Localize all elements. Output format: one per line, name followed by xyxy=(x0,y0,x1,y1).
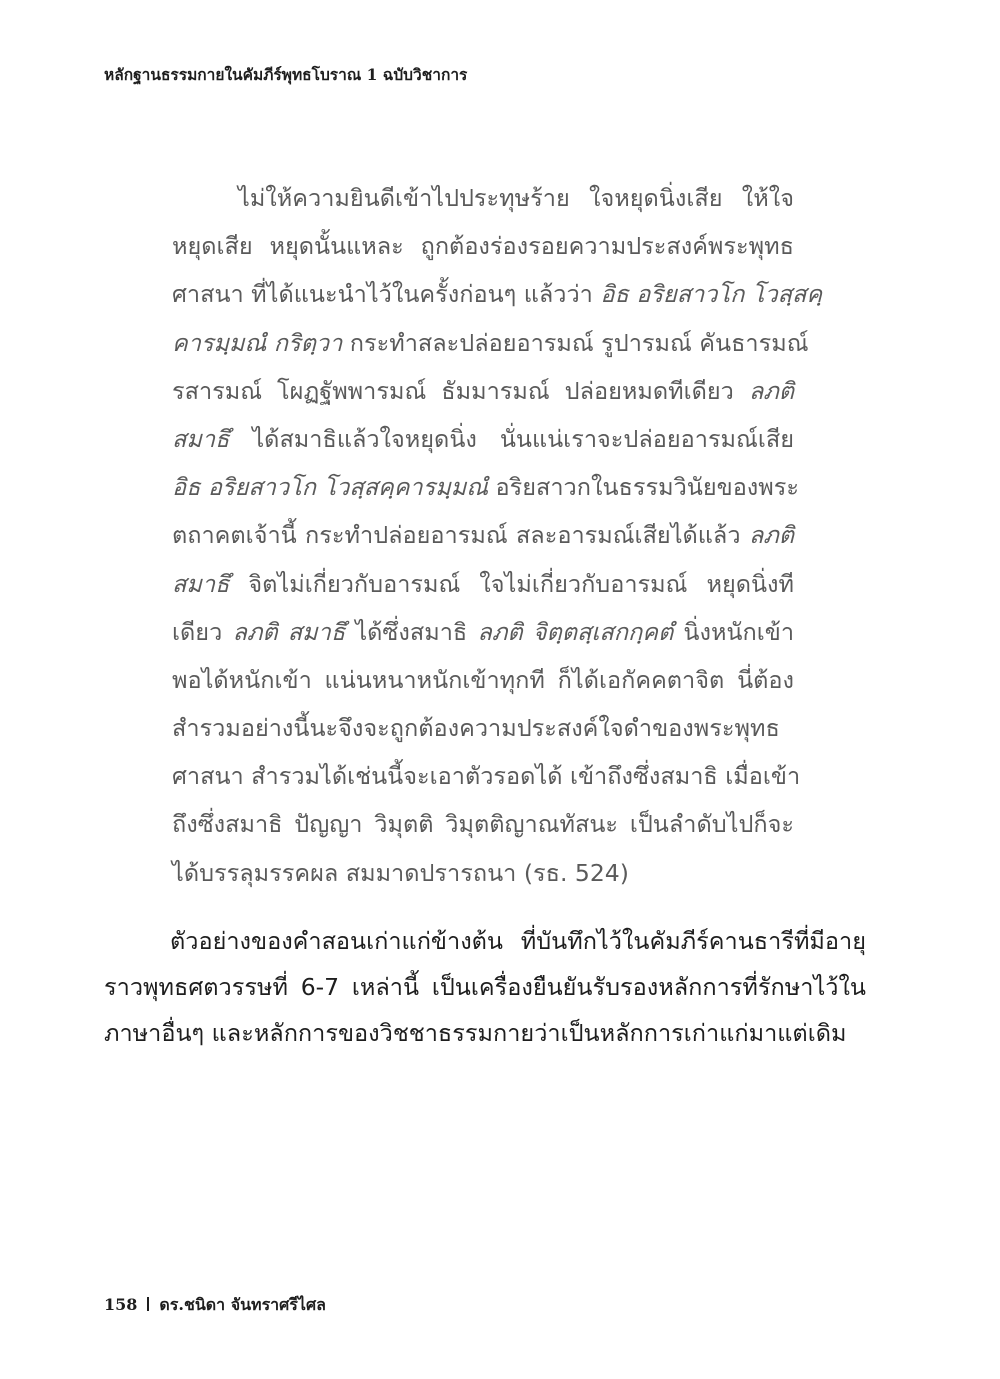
pali-term: ลภติ xyxy=(748,521,794,550)
quote-line: หยุดเสีย หยุดนั้นแหละ ถูกต้องร่องรอยความประสงค์พระพุทธ xyxy=(172,232,794,261)
body-paragraph xyxy=(104,921,866,1059)
paragraph-line: ตัวอย่างของคำสอนเก่าแก่ข้างต้น ที่บันทึกไว้ในคัมภีร์คานธารีที่มีอายุ xyxy=(170,927,866,955)
quote-line: ถึงซึ่งสมาธิ ปัญญา วิมุตติ วิมุตติญาณทัสนะ เป็นลำดับไปก็จะ xyxy=(172,810,794,839)
quote-line: คารมฺมณํ กริตฺวา กระทำสละปล่อยอารมณ์ รูปารมณ์ คันธารมณ์ xyxy=(172,328,809,357)
quote-line: อิธ อริยสาวโก โวสฺสคฺคารมฺมณํ อริยสาวกในธรรมวินัยของพระ xyxy=(172,473,800,502)
pali-term: สมาธึ xyxy=(172,569,230,598)
pali-term: ลภติ จิตฺตสฺเสกกฺคตํ xyxy=(477,617,674,646)
pali-term: คารมฺมณํ กริตฺวา xyxy=(172,328,343,357)
quote-line: เดียว ลภติ สมาธึ ได้ซึ่งสมาธิ ลภติ จิตฺตสฺเสกกฺคตํ นิ่งหนักเข้า xyxy=(172,617,795,646)
page-number: 158 xyxy=(104,1295,138,1314)
footer-separator xyxy=(147,1297,149,1311)
quote-line: ตถาคตเจ้านี้ กระทำปล่อยอารมณ์ สละอารมณ์เสียได้แล้ว ลภติ xyxy=(172,521,794,550)
quote-line: รสารมณ์ โผฏฐัพพารมณ์ ธัมมารมณ์ ปล่อยหมดทีเดียว ลภติ xyxy=(172,376,794,405)
pali-term: อิธ อริยสาวโก โวสฺสคฺ xyxy=(600,280,823,309)
pali-term: ลภติ สมาธึ xyxy=(232,617,346,646)
quote-line: ได้บรรลุมรรคผล สมมาดปรารถนา (รธ. 524) xyxy=(172,858,629,887)
page-footer xyxy=(104,1293,326,1318)
block-quote xyxy=(172,178,823,901)
quote-line: สมาธึ ได้สมาธิแล้วใจหยุดนิ่ง นั่นแน่เราจะปล่อยอารมณ์เสีย xyxy=(172,424,794,453)
quote-line: ไม่ให้ความยินดีเข้าไปประทุษร้าย ใจหยุดนิ่งเสีย ให้ใจ xyxy=(238,184,794,212)
paragraph-line: ราวพุทธศตวรรษที่ 6-7 เหล่านี้ เป็นเครื่องยืนยันรับรองหลักการที่รักษาไว้ใน xyxy=(104,973,866,1001)
quote-line: พอได้หนักเข้า แน่นหนาหนักเข้าทุกที ก็ได้เอกัคคตาจิต นี่ต้อง xyxy=(172,665,794,694)
author-name: ดร.ชนิดา จันทราศรีไศล xyxy=(159,1295,326,1314)
quote-line: สำรวมอย่างนี้นะจึงจะถูกต้องความประสงค์ใจดำของพระพุทธ xyxy=(172,714,780,743)
quote-line: ศาสนา ที่ได้แนะนำไว้ในครั้งก่อนๆ แล้วว่า อิธ อริยสาวโก โวสฺสคฺ xyxy=(172,280,823,309)
pali-term: สมาธึ xyxy=(172,424,230,453)
quote-line: สมาธึ จิตไม่เกี่ยวกับอารมณ์ ใจไม่เกี่ยวกับอารมณ์ หยุดนิ่งที xyxy=(172,569,794,598)
pali-term: ลภติ xyxy=(748,376,794,405)
running-header: หลักฐานธรรมกายในคัมภีร์พุทธโบราณ 1 ฉบับวิชาการ xyxy=(104,65,468,84)
pali-term: อิธ อริยสาวโก โวสฺสคฺคารมฺมณํ xyxy=(172,473,489,502)
quote-line: ศาสนา สำรวมได้เช่นนี้จะเอาตัวรอดได้ เข้าถึงซึ่งสมาธิ เมื่อเข้า xyxy=(172,762,801,791)
paragraph-line: ภาษาอื่นๆ และหลักการของวิชชาธรรมกายว่าเป็นหลักการเก่าแก่มาแต่เดิม xyxy=(104,1019,847,1047)
